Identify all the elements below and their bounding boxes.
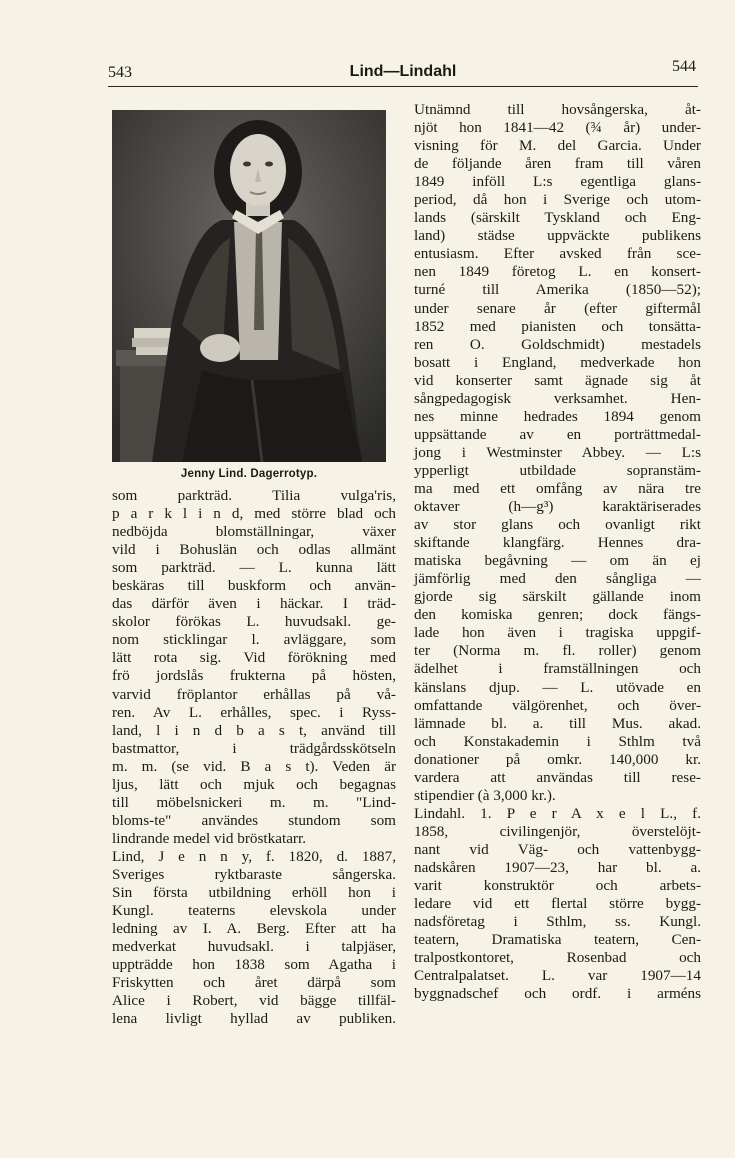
page-number-left: 543 (108, 64, 132, 81)
text-line: visning för M. del Garcia. Under (414, 137, 701, 155)
text-line: uppsättande av en porträttmedal- (414, 425, 701, 443)
text-line: 1852 med pianisten och tonsätta- (414, 317, 701, 335)
text-line: Centralpalatset. L. var 1907—14 (414, 967, 701, 985)
text-line: p a r k l i n d, med större blad och (112, 505, 396, 523)
text-line: land, l i n d b a s t, använd till (112, 721, 396, 739)
text-line: ter (Norma m. fl. roller) genom (414, 642, 701, 660)
text-line: ledare vid ett flertal större bygg- (414, 895, 701, 913)
text-line: teatern, Dramatiska teatern, Cen- (414, 931, 701, 949)
portrait-photo (112, 110, 386, 462)
text-line: varvid fröplantor erhållas på vå- (112, 685, 396, 703)
text-line: beskäras till buskform och använ- (112, 577, 396, 595)
text-line: gjorde sig särskilt gällande inom (414, 588, 701, 606)
text-line: 1858, civilingenjör, överstelöjt- (414, 822, 701, 840)
text-line: byggnadschef och ordf. i arméns (414, 985, 701, 1003)
text-line: sångpedagogisk verksamhet. Hen- (414, 389, 701, 407)
text-line: entusiasm. Efter avsked från sce- (414, 245, 701, 263)
text-line: lämnade bl. a. till Mus. akad. (414, 714, 701, 732)
text-line: nadskåren 1907—23, har bl. a. (414, 858, 701, 876)
text-line: nom sticklingar l. avläggare, som (112, 631, 396, 649)
text-line: av stor glans och ovanligt rikt (414, 516, 701, 534)
page-header (108, 56, 698, 87)
text-line: ren O. Goldschmidt) mestadels (414, 335, 701, 353)
text-line: 1849 inföll L:s egentliga glans- (414, 173, 701, 191)
text-line: nedböjda blomställningar, växer (112, 523, 396, 541)
text-line: jong i Westminster Abbey. — L:s (414, 443, 701, 461)
portrait-illustration (112, 110, 386, 462)
text-column-left (112, 487, 396, 1028)
text-line: Utnämnd till hovsångerska, åt- (414, 101, 701, 118)
text-line: period, då hon i Sverige och utom- (414, 191, 701, 209)
text-line: nen 1849 företog L. en konsert- (414, 263, 701, 281)
text-line: vid konserter samt ägnade sig åt (414, 371, 701, 389)
text-line: varit konstruktör och arbets- (414, 877, 701, 895)
text-line: skolor förökas L. huvudsakl. ge- (112, 613, 396, 631)
text-line: lindrande medel vid bröstkatarr. (112, 829, 307, 847)
text-line: medverkat huvudsakl. i talpjäser, (112, 938, 396, 956)
text-line: känslans djup. — L. utövade en (414, 678, 701, 696)
text-line: donationer på omkr. 140,000 kr. (414, 750, 701, 768)
text-line: bastmattor, i trädgårdsskötseln (112, 739, 396, 757)
text-line: das därför även i häckar. I träd- (112, 595, 396, 613)
text-line: stipendier (à 3,000 kr.). (414, 786, 556, 804)
text-line: jämförlig med den sångliga — (414, 570, 701, 588)
text-line: frö jordslås frukterna på hösten, (112, 667, 396, 685)
text-line: skiftande klangfärg. Hennes dra- (414, 534, 701, 552)
text-line: njöt hon 1841—42 (¾ år) under- (414, 119, 701, 137)
text-line: Kungl. teaterns elevskola under (112, 902, 396, 920)
text-line: omfattande välgörenhet, och över- (414, 696, 701, 714)
page-number-right: 544 (672, 58, 696, 75)
text-line: ädelhet i framställningen och (414, 660, 701, 678)
text-line: tralpostkontoret, Rosenbad och (414, 949, 701, 967)
text-line: uppträdde hon 1838 som Agatha i (112, 956, 396, 974)
text-line: ren. Av L. erhålles, spec. i Ryss- (112, 703, 396, 721)
text-line: ledning av I. A. Berg. Efter att ha (112, 920, 396, 938)
text-line: ljus, lätt och mjuk och begagnas (112, 775, 396, 793)
text-line: nant vid Väg- och vattenbygg- (414, 840, 701, 858)
text-line: land) städse uppväckte publikens (414, 227, 701, 245)
text-line: lade hon även i tragiska uppgif- (414, 624, 701, 642)
text-line: lätt rota sig. Vid förökning med (112, 649, 396, 667)
text-line: under senare år (efter giftermål (414, 299, 701, 317)
text-column-right (414, 101, 701, 1003)
text-line: bloms-te" användes stundom som (112, 811, 396, 829)
text-line: m. m. (se vid. B a s t). Veden är (112, 757, 396, 775)
text-line: och Konstakademin i Sthlm två (414, 732, 701, 750)
entry-headword-line: Lindahl. 1. P e r A x e l L., f. (414, 804, 701, 822)
text-line: Alice i Robert, vid bägge tillfäl- (112, 992, 396, 1010)
entry-headword-line: Lind, J e n n y, f. 1820, d. 1887, (112, 847, 396, 865)
text-line: ma med ett omfång av nära tre (414, 479, 701, 497)
text-line: till möbelsnickeri m. m. "Lind- (112, 793, 396, 811)
running-head-title: Lind—Lindahl (349, 63, 457, 80)
text-line: ypperligt utbildade sopranstäm- (414, 461, 701, 479)
text-line: Sin första utbildning erhöll hon i (112, 884, 396, 902)
text-line: Friskytten och året därpå som (112, 974, 396, 992)
text-line: som parkträd. — L. kunna lätt (112, 559, 396, 577)
text-line: nadsföretag i Sthlm, ss. Kungl. (414, 913, 701, 931)
text-line: matiska begåvning — om än ej (414, 552, 701, 570)
text-line: bosatt i England, medverkade hon (414, 353, 701, 371)
text-line: vardera att användas till rese- (414, 768, 701, 786)
text-line: nes minne hedrades 1894 genom (414, 407, 701, 425)
text-line: de följande åren fram till våren (414, 155, 701, 173)
text-line: oktaver (h—g³) karaktäriserades (414, 498, 701, 516)
figure-caption: Jenny Lind. Dagerrotyp. (180, 468, 318, 480)
text-line: lands (särskilt Tyskland och Eng- (414, 209, 701, 227)
text-line: lena livligt hyllad av publiken. (112, 1010, 396, 1028)
text-line: den komiska genren; dock fängs- (414, 606, 701, 624)
text-line: vild i Bohuslän och odlas allmänt (112, 541, 396, 559)
text-line: Sveriges ryktbaraste sångerska. (112, 865, 396, 883)
text-line: som parkträd. Tilia vulga'ris, (112, 487, 396, 504)
text-line: turné till Amerika (1850—52); (414, 281, 701, 299)
